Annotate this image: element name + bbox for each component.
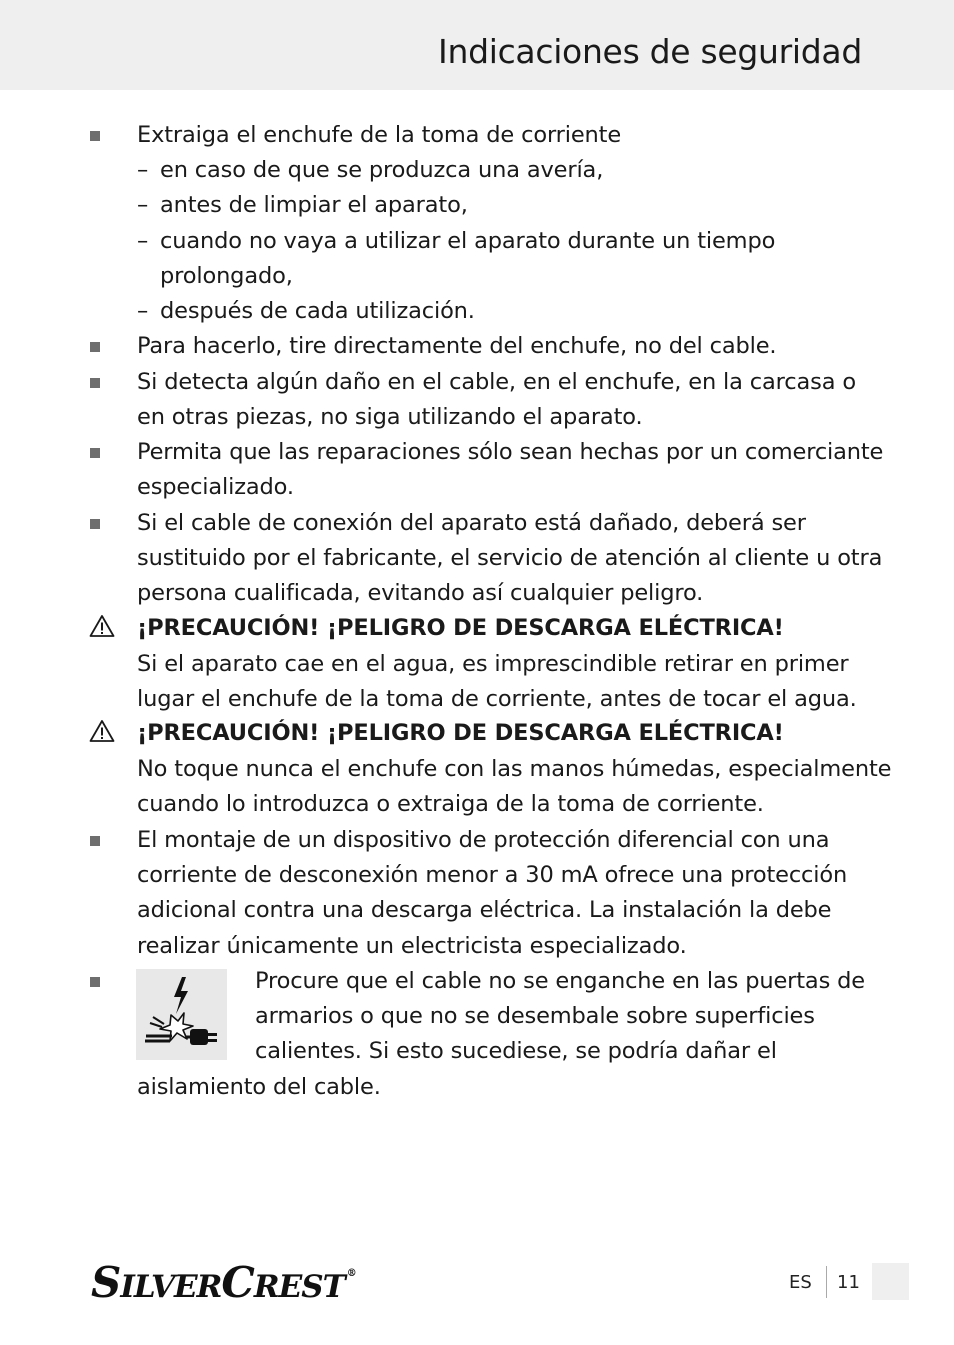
sub-item-text: antes de limpiar el aparato, <box>160 192 468 218</box>
silvercrest-logo: SILVERCREST ® <box>91 1258 356 1307</box>
warning-text: Si el aparato cae en el agua, es imprescindible retirar en primer <box>137 651 849 677</box>
bullet-icon <box>90 342 100 352</box>
warning-triangle-icon <box>89 719 115 743</box>
sub-item-text: después de cada utilización. <box>160 298 475 324</box>
item-text: calientes. Si esto sucediese, se podría dañar el <box>255 1038 777 1064</box>
language-code: ES <box>789 1272 812 1293</box>
warning-text: lugar el enchufe de la toma de corriente, antes de tocar el agua. <box>137 686 857 712</box>
item-text: armarios o que no se desembale sobre superficies <box>255 1003 815 1029</box>
warning-heading: ¡PRECAUCIÓN! ¡PELIGRO DE DESCARGA ELÉCTRICA! <box>137 720 784 746</box>
warning-heading: ¡PRECAUCIÓN! ¡PELIGRO DE DESCARGA ELÉCTRICA! <box>137 615 784 641</box>
sub-item-text: cuando no vaya a utilizar el aparato durante un tiempo <box>160 228 776 254</box>
item-text: Procure que el cable no se enganche en las puertas de <box>255 968 865 994</box>
item-text: Si el cable de conexión del aparato está dañado, deberá ser <box>137 510 806 536</box>
item-text: adicional contra una descarga eléctrica. La instalación la debe <box>137 897 832 923</box>
warning-text: cuando lo introduzca o extraiga de la toma de corriente. <box>137 791 764 817</box>
sub-item-text: en caso de que se produzca una avería, <box>160 157 604 183</box>
page-title: Indicaciones de seguridad <box>438 32 862 71</box>
footer-divider <box>826 1266 827 1298</box>
warning-triangle-icon <box>89 614 115 638</box>
bullet-icon <box>90 448 100 458</box>
bullet-icon <box>90 131 100 141</box>
item-text: especializado. <box>137 474 294 500</box>
footer-tab-marker <box>872 1263 909 1300</box>
sub-item-text: prolongado, <box>160 263 293 289</box>
item-text: Si detecta algún daño en el cable, en el enchufe, en la carcasa o <box>137 369 856 395</box>
dash: – <box>137 298 149 324</box>
item-text: en otras piezas, no siga utilizando el aparato. <box>137 404 643 430</box>
item-text: realizar únicamente un electricista especializado. <box>137 933 687 959</box>
dash: – <box>137 228 149 254</box>
damaged-cable-shock-icon <box>136 969 227 1060</box>
item-text: persona cualificada, evitando así cualquier peligro. <box>137 580 704 606</box>
item-text: sustituido por el fabricante, el servicio de atención al cliente u otra <box>137 545 883 571</box>
item-text: Extraiga el enchufe de la toma de corriente <box>137 122 622 148</box>
item-text: El montaje de un dispositivo de protección diferencial con una <box>137 827 830 853</box>
bullet-icon <box>90 519 100 529</box>
dash: – <box>137 157 149 183</box>
dash: – <box>137 192 149 218</box>
bullet-icon <box>90 836 100 846</box>
warning-text: No toque nunca el enchufe con las manos húmedas, especialmente <box>137 756 892 782</box>
item-text: Permita que las reparaciones sólo sean hechas por un comerciante <box>137 439 884 465</box>
bullet-icon <box>90 378 100 388</box>
item-text: aislamiento del cable. <box>137 1074 381 1100</box>
item-text: Para hacerlo, tire directamente del enchufe, no del cable. <box>137 333 777 359</box>
page-number: 11 <box>837 1272 860 1293</box>
bullet-icon <box>90 977 100 987</box>
item-text: corriente de desconexión menor a 30 mA ofrece una protección <box>137 862 848 888</box>
